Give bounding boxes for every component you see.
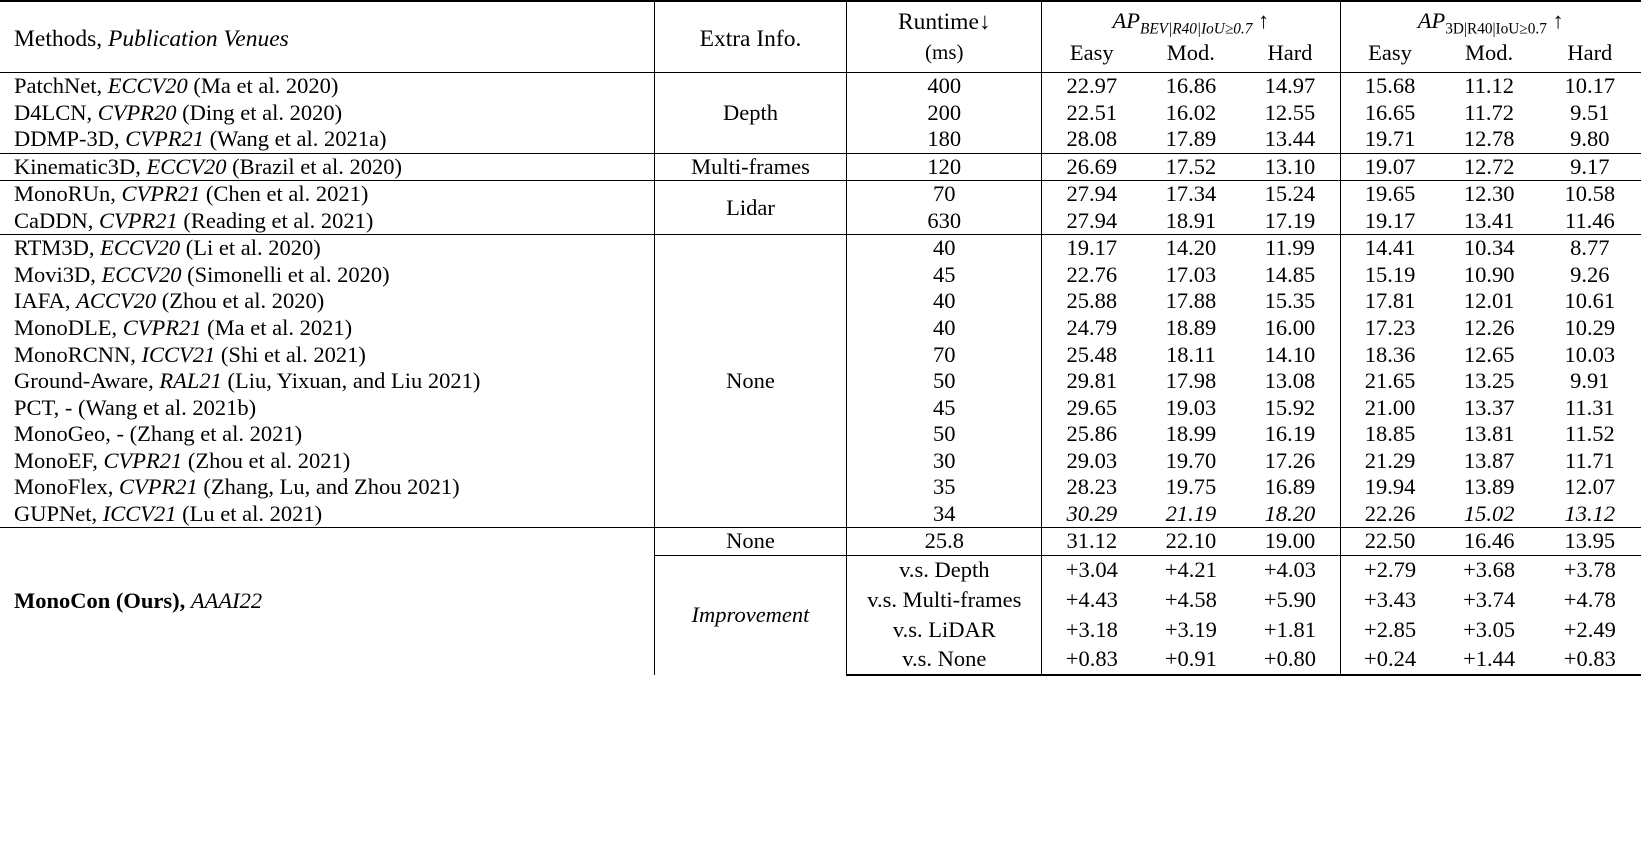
row-3d-hard: 12.07 xyxy=(1564,474,1616,500)
row-runtime: 40 xyxy=(847,288,1042,315)
table-row xyxy=(0,153,1641,181)
row-bev-easy: 29.65 xyxy=(1042,395,1142,422)
row-bev-easy: 28.08 xyxy=(1042,126,1142,153)
row-bev-hard: 12.55 xyxy=(1264,99,1316,125)
row-3d-mod: 10.90 xyxy=(1463,261,1515,287)
header-3d-mod: Mod. xyxy=(1465,39,1514,65)
row-method: DDMP-3D, CVPR21 (Wang et al. 2021a) xyxy=(14,126,387,152)
row-3d-mod: 12.26 xyxy=(1463,315,1515,341)
row-bev-easy: 22.76 xyxy=(1042,262,1142,289)
row-3d-easy: 18.36 xyxy=(1340,342,1440,369)
table-header-row-1 xyxy=(0,1,1641,40)
row-3d-easy-imp: +2.85 xyxy=(1340,615,1440,645)
row-bev-mod: 17.52 xyxy=(1141,153,1240,181)
row-3d-mod: 13.25 xyxy=(1463,368,1515,394)
row-3d-mod: 11.72 xyxy=(1464,99,1515,125)
row-bev-hard: 15.35 xyxy=(1264,288,1316,314)
row-3d-mod: 13.37 xyxy=(1463,394,1515,420)
header-ap-3d-arrow: ↑ xyxy=(1552,8,1564,33)
row-3d-easy: 21.29 xyxy=(1340,448,1440,475)
row-runtime: 45 xyxy=(847,262,1042,289)
row-3d-easy-ours: 22.50 xyxy=(1340,528,1440,556)
row-method: MonoRCNN, ICCV21 (Shi et al. 2021) xyxy=(14,341,366,367)
row-bev-easy: 29.81 xyxy=(1042,368,1142,395)
header-ap-bev xyxy=(1042,1,1340,40)
row-bev-easy: 30.29 xyxy=(1042,501,1142,528)
header-extra-info: Extra Info. xyxy=(654,1,847,73)
row-bev-easy: 25.86 xyxy=(1042,421,1142,448)
header-ap-bev-text xyxy=(1112,8,1270,38)
row-runtime-ours: 25.8 xyxy=(847,528,1042,556)
row-3d-easy-imp: +2.79 xyxy=(1340,555,1440,585)
row-bev-hard: 16.00 xyxy=(1264,315,1316,341)
row-vs-label: v.s. LiDAR xyxy=(847,615,1042,645)
header-3d-hard: Hard xyxy=(1567,39,1613,65)
row-3d-hard: 10.29 xyxy=(1564,315,1616,341)
row-bev-hard-imp: +5.90 xyxy=(1263,586,1316,612)
row-bev-mod-imp: +4.58 xyxy=(1164,586,1217,612)
row-bev-mod: 17.98 xyxy=(1165,368,1217,394)
row-runtime: 70 xyxy=(847,181,1042,208)
row-3d-easy: 19.07 xyxy=(1340,153,1440,181)
row-method: MonoEF, CVPR21 (Zhou et al. 2021) xyxy=(14,447,351,473)
row-bev-hard: 14.85 xyxy=(1264,261,1316,287)
row-runtime: 630 xyxy=(847,208,1042,235)
row-3d-mod: 13.89 xyxy=(1463,474,1515,500)
row-3d-hard: 10.58 xyxy=(1539,181,1641,208)
row-bev-mod: 17.88 xyxy=(1165,288,1217,314)
row-bev-easy: 28.23 xyxy=(1042,474,1142,501)
row-runtime: 400 xyxy=(847,73,1042,100)
row-bev-easy-ours: 31.12 xyxy=(1042,528,1142,556)
row-method: MonoDLE, CVPR21 (Ma et al. 2021) xyxy=(14,315,353,341)
row-bev-hard: 11.99 xyxy=(1240,235,1340,262)
row-runtime: 200 xyxy=(847,100,1042,127)
row-runtime: 35 xyxy=(847,474,1042,501)
row-bev-mod-imp: +3.19 xyxy=(1164,616,1217,642)
row-bev-mod: 19.70 xyxy=(1165,447,1217,473)
row-bev-mod: 19.75 xyxy=(1165,474,1217,500)
row-runtime: 50 xyxy=(847,421,1042,448)
group-label-improvement: Improvement xyxy=(654,555,847,675)
row-bev-mod: 14.20 xyxy=(1141,235,1240,262)
table-row xyxy=(0,235,1641,262)
row-runtime: 50 xyxy=(847,368,1042,395)
header-bev-easy: Easy xyxy=(1042,40,1142,73)
row-3d-easy: 22.26 xyxy=(1340,501,1440,528)
header-ap-bev-sub: BEV|R40|IoU≥0.7 xyxy=(1139,20,1253,38)
row-bev-easy: 25.88 xyxy=(1042,288,1142,315)
group-label-lidar: Lidar xyxy=(654,181,847,235)
row-bev-mod: 19.03 xyxy=(1165,394,1217,420)
row-bev-hard: 18.20 xyxy=(1264,500,1316,526)
table-row xyxy=(0,181,1641,208)
row-bev-hard-ours: 19.00 xyxy=(1240,528,1340,556)
row-vs-label: v.s. Depth xyxy=(847,555,1042,585)
row-method: PCT, - (Wang et al. 2021b) xyxy=(14,394,257,420)
row-bev-hard: 16.89 xyxy=(1264,474,1316,500)
row-3d-easy: 19.65 xyxy=(1340,181,1440,208)
row-bev-mod-imp: +4.21 xyxy=(1141,555,1240,585)
row-bev-easy: 27.94 xyxy=(1042,208,1142,235)
row-3d-easy-imp: +3.43 xyxy=(1340,585,1440,615)
row-bev-hard: 14.97 xyxy=(1240,73,1340,100)
row-method: PatchNet, ECCV20 (Ma et al. 2020) xyxy=(0,73,654,100)
row-bev-mod: 18.89 xyxy=(1165,315,1217,341)
row-vs-label: v.s. Multi-frames xyxy=(847,585,1042,615)
row-3d-mod: 12.78 xyxy=(1463,126,1515,152)
group-depth xyxy=(0,73,1641,154)
row-3d-hard: 11.52 xyxy=(1564,421,1615,447)
row-method: D4LCN, CVPR20 (Ding et al. 2020) xyxy=(14,99,343,125)
row-runtime: 30 xyxy=(847,448,1042,475)
table-row-ours-main xyxy=(0,528,1641,556)
group-label-multi-frames: Multi-frames xyxy=(654,153,847,181)
row-3d-hard: 11.71 xyxy=(1564,447,1615,473)
row-bev-easy-imp: +3.04 xyxy=(1042,555,1142,585)
header-methods-venues: Publication Venues xyxy=(108,25,289,52)
group-lidar xyxy=(0,181,1641,235)
row-3d-easy: 21.00 xyxy=(1340,395,1440,422)
row-3d-hard-imp: +3.78 xyxy=(1539,555,1641,585)
row-3d-mod: 13.87 xyxy=(1463,447,1515,473)
row-3d-hard: 9.91 xyxy=(1570,368,1610,394)
row-method: Kinematic3D, ECCV20 (Brazil et al. 2020) xyxy=(0,153,654,181)
row-bev-hard: 16.19 xyxy=(1264,421,1316,447)
row-3d-hard-imp: +2.49 xyxy=(1563,616,1616,642)
row-bev-mod: 18.91 xyxy=(1165,207,1217,233)
row-3d-easy: 16.65 xyxy=(1340,100,1440,127)
row-3d-mod-imp: +3.68 xyxy=(1440,555,1539,585)
row-3d-hard: 11.31 xyxy=(1564,394,1615,420)
row-3d-mod-imp: +1.44 xyxy=(1440,645,1539,676)
row-bev-mod: 16.86 xyxy=(1141,73,1240,100)
row-bev-mod: 16.02 xyxy=(1165,99,1217,125)
row-bev-hard: 17.26 xyxy=(1264,447,1316,473)
row-3d-easy: 15.68 xyxy=(1340,73,1440,100)
row-3d-hard: 9.80 xyxy=(1570,126,1610,152)
row-bev-mod: 21.19 xyxy=(1165,500,1217,526)
header-ap-3d xyxy=(1340,1,1641,40)
row-3d-mod: 12.30 xyxy=(1440,181,1539,208)
header-ap-bev-ap: AP xyxy=(1112,8,1140,33)
row-3d-mod: 12.65 xyxy=(1463,341,1515,367)
row-3d-hard: 10.17 xyxy=(1539,73,1641,100)
header-ap-bev-arrow: ↑ xyxy=(1258,8,1270,33)
row-3d-easy: 19.94 xyxy=(1340,474,1440,501)
row-3d-easy: 19.71 xyxy=(1340,126,1440,153)
row-bev-easy-imp: +4.43 xyxy=(1042,585,1142,615)
row-bev-easy: 27.94 xyxy=(1042,181,1142,208)
row-runtime: 34 xyxy=(847,501,1042,528)
row-bev-hard-imp: +1.81 xyxy=(1263,616,1316,642)
row-bev-mod: 17.34 xyxy=(1141,181,1240,208)
row-bev-mod-ours: 22.10 xyxy=(1141,528,1240,556)
row-3d-mod: 15.02 xyxy=(1463,500,1515,526)
row-3d-easy: 18.85 xyxy=(1340,421,1440,448)
table-row xyxy=(0,73,1641,100)
header-bev-hard: Hard xyxy=(1267,39,1313,65)
row-bev-hard: 13.08 xyxy=(1264,368,1316,394)
header-runtime-unit: (ms) xyxy=(847,40,1042,73)
group-multi-frames xyxy=(0,153,1641,181)
row-runtime: 70 xyxy=(847,342,1042,369)
group-label-ours-none: None xyxy=(654,528,847,556)
row-3d-easy: 21.65 xyxy=(1340,368,1440,395)
row-3d-hard-imp: +4.78 xyxy=(1563,586,1616,612)
header-ap-3d-ap: AP xyxy=(1417,8,1446,33)
row-3d-hard: 11.46 xyxy=(1564,207,1615,233)
row-bev-mod: 17.03 xyxy=(1165,261,1217,287)
header-runtime-arrow: ↓ xyxy=(978,9,991,36)
group-label-none: None xyxy=(654,235,847,528)
row-bev-easy: 24.79 xyxy=(1042,315,1142,342)
row-bev-hard-imp: +4.03 xyxy=(1240,555,1340,585)
row-3d-mod: 13.41 xyxy=(1463,207,1515,233)
row-runtime: 120 xyxy=(847,153,1042,181)
row-bev-hard: 13.10 xyxy=(1240,153,1340,181)
header-runtime-text: Runtime xyxy=(897,9,979,36)
row-bev-easy: 26.69 xyxy=(1042,153,1142,181)
row-bev-mod: 17.89 xyxy=(1165,126,1217,152)
row-bev-easy-imp: +0.83 xyxy=(1042,645,1142,676)
header-ap-3d-sub: 3D|R40|IoU≥0.7 xyxy=(1445,20,1547,38)
row-bev-easy: 22.51 xyxy=(1042,100,1142,127)
row-bev-hard: 15.24 xyxy=(1240,181,1340,208)
row-runtime: 45 xyxy=(847,395,1042,422)
row-bev-easy: 22.97 xyxy=(1042,73,1142,100)
row-runtime: 40 xyxy=(847,235,1042,262)
row-bev-mod: 18.11 xyxy=(1165,341,1216,367)
row-3d-mod-imp: +3.05 xyxy=(1463,616,1516,642)
header-ap-3d-text xyxy=(1417,8,1564,38)
row-3d-hard-imp: +0.83 xyxy=(1539,645,1641,676)
row-3d-hard: 9.17 xyxy=(1539,153,1641,181)
row-3d-hard: 10.03 xyxy=(1564,341,1616,367)
row-3d-mod: 12.72 xyxy=(1440,153,1539,181)
row-bev-mod-imp: +0.91 xyxy=(1141,645,1240,676)
row-3d-easy: 15.19 xyxy=(1340,262,1440,289)
row-3d-easy: 17.81 xyxy=(1340,288,1440,315)
row-vs-label: v.s. None xyxy=(847,645,1042,676)
row-bev-hard-imp: +0.80 xyxy=(1240,645,1340,676)
group-ours xyxy=(0,528,1641,675)
row-3d-mod-imp: +3.74 xyxy=(1463,586,1516,612)
row-method-ours: MonoCon (Ours), AAAI22 xyxy=(0,528,654,675)
row-method: CaDDN, CVPR21 (Reading et al. 2021) xyxy=(14,207,374,233)
header-bev-mod: Mod. xyxy=(1166,39,1215,65)
row-runtime: 180 xyxy=(847,126,1042,153)
row-bev-mod: 18.99 xyxy=(1165,421,1217,447)
row-method: Ground-Aware, RAL21 (Liu, Yixuan, and Liu 2021) xyxy=(14,368,481,394)
row-bev-easy: 25.48 xyxy=(1042,342,1142,369)
row-bev-easy-imp: +3.18 xyxy=(1042,615,1142,645)
row-3d-easy: 14.41 xyxy=(1340,235,1440,262)
header-runtime xyxy=(847,1,1042,40)
row-bev-hard: 14.10 xyxy=(1264,341,1316,367)
row-method: MonoFlex, CVPR21 (Zhang, Lu, and Zhou 2021) xyxy=(14,474,460,500)
row-method: MonoGeo, - (Zhang et al. 2021) xyxy=(14,421,303,447)
row-bev-hard: 17.19 xyxy=(1264,207,1316,233)
row-3d-mod-ours: 16.46 xyxy=(1440,528,1539,556)
row-method: RTM3D, ECCV20 (Li et al. 2020) xyxy=(0,235,654,262)
row-method: IAFA, ACCV20 (Zhou et al. 2020) xyxy=(14,288,325,314)
row-bev-hard: 15.92 xyxy=(1264,394,1316,420)
row-method: Movi3D, ECCV20 (Simonelli et al. 2020) xyxy=(14,261,390,287)
row-3d-mod: 11.12 xyxy=(1440,73,1539,100)
row-runtime: 40 xyxy=(847,315,1042,342)
row-3d-hard: 8.77 xyxy=(1539,235,1641,262)
row-3d-easy-imp: +0.24 xyxy=(1340,645,1440,676)
row-3d-hard: 9.51 xyxy=(1570,99,1610,125)
group-none xyxy=(0,235,1641,528)
row-3d-hard: 13.12 xyxy=(1564,500,1616,526)
row-method: MonoRUn, CVPR21 (Chen et al. 2021) xyxy=(0,181,654,208)
row-3d-easy: 17.23 xyxy=(1340,315,1440,342)
row-3d-easy: 19.17 xyxy=(1340,208,1440,235)
header-3d-easy: Easy xyxy=(1340,40,1440,73)
row-bev-hard: 13.44 xyxy=(1264,126,1316,152)
row-3d-mod: 13.81 xyxy=(1463,421,1515,447)
row-3d-hard: 9.26 xyxy=(1570,261,1610,287)
header-methods xyxy=(0,1,654,73)
row-3d-mod: 12.01 xyxy=(1463,288,1515,314)
header-methods-text: Methods, xyxy=(14,25,108,52)
row-3d-hard: 10.61 xyxy=(1564,288,1616,314)
row-bev-easy: 29.03 xyxy=(1042,448,1142,475)
row-method: GUPNet, ICCV21 (Lu et al. 2021) xyxy=(14,500,323,526)
row-bev-easy: 19.17 xyxy=(1042,235,1142,262)
group-label-depth: Depth xyxy=(654,73,847,154)
row-3d-mod: 10.34 xyxy=(1440,235,1539,262)
row-3d-hard-ours: 13.95 xyxy=(1539,528,1641,556)
